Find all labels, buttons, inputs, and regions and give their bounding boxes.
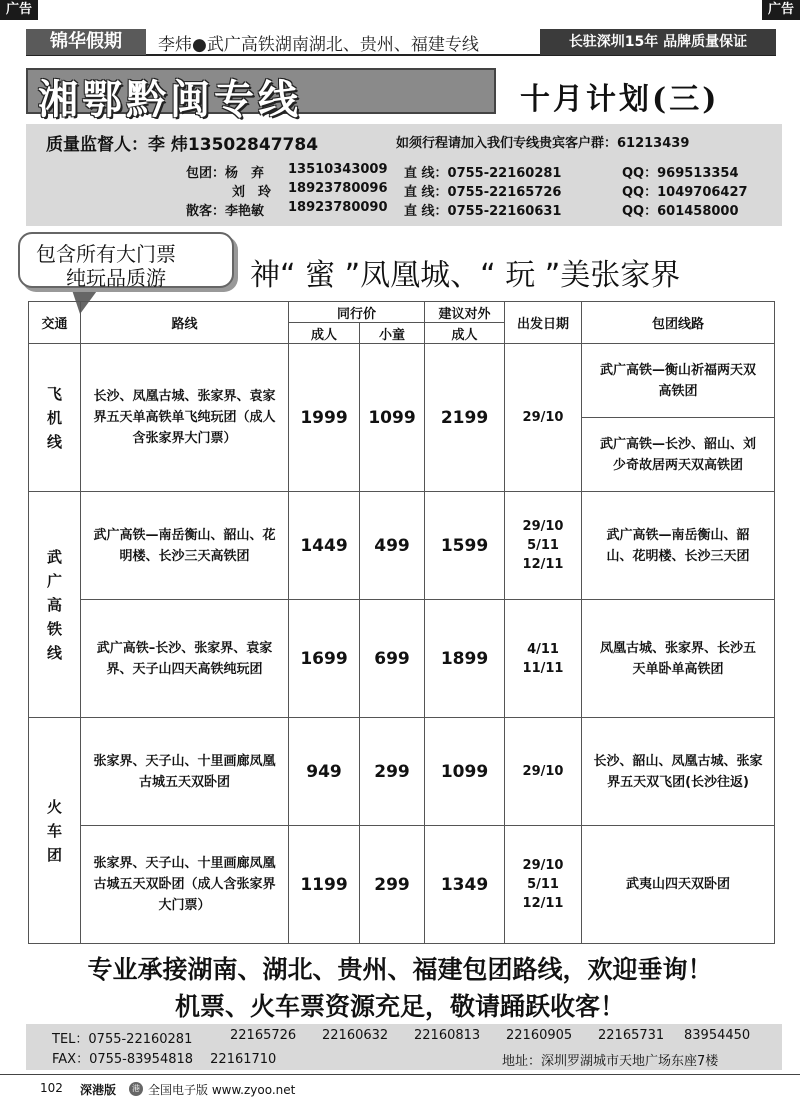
suggested-adult-price: 1599 <box>425 492 505 600</box>
fax-label: FAX：0755-83954818 22161710 <box>52 1052 277 1067</box>
banner-title: 湘鄂黔闽专线 <box>38 76 302 123</box>
header-peer-price: 同行价 <box>289 302 425 323</box>
vip-group-info: 如须行程请加入我们专线贵宾客户群：61213439 <box>396 136 690 151</box>
promo-line-1: 专业承接湖南、湖北、贵州、福建包团路线，欢迎垂询！ <box>87 955 713 984</box>
peer-child-price: 499 <box>360 492 425 600</box>
departure-dates: 29/10 5/11 12/11 <box>505 492 582 600</box>
footer-contact-box <box>26 1024 782 1070</box>
header-adult: 成人 <box>289 323 360 344</box>
title-banner <box>26 68 496 123</box>
peer-child-price: 699 <box>360 600 425 718</box>
peer-child-price: 1099 <box>360 344 425 492</box>
suggested-adult-price: 1349 <box>425 826 505 944</box>
suggested-adult-price: 1899 <box>425 600 505 718</box>
peer-adult-price: 1449 <box>289 492 360 600</box>
peer-adult-price: 949 <box>289 718 360 826</box>
header-adult-suggested: 成人 <box>425 323 505 344</box>
header-route: 路线 <box>81 302 289 344</box>
ad-tag-left: 广告 <box>0 0 38 20</box>
brand-name: 锦华假期 <box>26 29 146 55</box>
contact-label: 散客：李艳敏 <box>186 204 265 219</box>
brand-slogan: 长驻深圳15年 品牌质量保证 <box>540 29 776 55</box>
contact-direct-line: 直 线：0755-22165726 <box>404 185 562 200</box>
suggested-adult-price: 2199 <box>425 344 505 492</box>
tel-number: 22160905 <box>506 1028 573 1043</box>
package-route: 长沙、韶山、凤凰古城、张家界五天双飞团(长沙往返) <box>582 718 775 826</box>
speech-bubble <box>18 232 234 288</box>
contact-label: 包团：杨 弃 <box>186 166 265 181</box>
package-route: 武广高铁—南岳衡山、韶山、花明楼、长沙三天团 <box>582 492 775 600</box>
page-number: 102 <box>40 1081 63 1095</box>
package-route: 武广高铁—长沙、韶山、刘少奇故居两天双高铁团 <box>582 418 775 492</box>
route-cell: 张家界、天子山、十里画廊凤凰古城五天双卧团（成人含张家界大门票） <box>81 826 289 944</box>
tel-number: 22160632 <box>322 1028 389 1043</box>
route-cell: 张家界、天子山、十里画廊凤凰古城五天双卧团 <box>81 718 289 826</box>
headline: 神“ 蜜 ”凤凰城、“ 玩 ”美张家界 <box>250 258 681 293</box>
edition-icon: 港 <box>129 1082 143 1096</box>
tel-number: 83954450 <box>684 1028 751 1043</box>
departure-dates: 29/10 <box>505 344 582 492</box>
peer-child-price: 299 <box>360 826 425 944</box>
contact-mobile: 18923780096 <box>288 181 388 196</box>
contact-qq: QQ：969513354 <box>622 166 739 181</box>
page-footer <box>0 1074 800 1100</box>
contact-box <box>26 124 782 226</box>
address: 地址：深圳罗湖城市天地广场东座7楼 <box>502 1054 719 1069</box>
transport-rail: 武 广 高 铁 线 <box>29 492 81 718</box>
bubble-line-2: 纯玩品质游 <box>66 266 166 290</box>
contact-mobile: 13510343009 <box>288 162 388 177</box>
contact-qq: QQ：1049706427 <box>622 185 748 200</box>
departure-dates: 4/11 11/11 <box>505 600 582 718</box>
package-route: 凤凰古城、张家界、长沙五天单卧单高铁团 <box>582 600 775 718</box>
header-suggested-price: 建议对外 <box>425 302 505 323</box>
brand-route-text: 李炜●武广高铁湖南湖北、贵州、福建专线 <box>158 34 479 55</box>
departure-dates: 29/10 <box>505 718 582 826</box>
peer-child-price: 299 <box>360 718 425 826</box>
bubble-line-1: 包含所有大门票 <box>36 242 176 266</box>
departure-dates: 29/10 5/11 12/11 <box>505 826 582 944</box>
contact-name: 刘 玲 <box>232 185 272 200</box>
brand-bar <box>26 30 776 56</box>
header-package-route: 包团线路 <box>582 302 775 344</box>
tel-number: 22165731 <box>598 1028 665 1043</box>
package-route: 武广高铁—衡山祈福两天双高铁团 <box>582 344 775 418</box>
tel-number: 22160813 <box>414 1028 481 1043</box>
transport-flight: 飞 机 线 <box>29 344 81 492</box>
contact-mobile: 18923780090 <box>288 200 388 215</box>
peer-adult-price: 1199 <box>289 826 360 944</box>
edition-label: 深港版 <box>80 1083 117 1097</box>
ad-tag-right: 广告 <box>762 0 800 20</box>
route-cell: 武广高铁–长沙、张家界、袁家界、天子山四天高铁纯玩团 <box>81 600 289 718</box>
peer-adult-price: 1699 <box>289 600 360 718</box>
header-child: 小童 <box>360 323 425 344</box>
promo-line-2: 机票、火车票资源充足，敬请踊跃收客！ <box>174 992 625 1021</box>
contact-direct-line: 直 线：0755-22160281 <box>404 166 562 181</box>
quality-supervisor: 质量监督人：李 炜13502847784 <box>46 135 319 155</box>
transport-train: 火 车 团 <box>29 718 81 944</box>
header-departure-date: 出发日期 <box>505 302 582 344</box>
route-cell: 长沙、凤凰古城、张家界、袁家界五天单高铁单飞纯玩团（成人含张家界大门票） <box>81 344 289 492</box>
contact-direct-line: 直 线：0755-22160631 <box>404 204 562 219</box>
site-link[interactable]: 全国电子版 www.zyoo.net <box>148 1083 296 1097</box>
suggested-adult-price: 1099 <box>425 718 505 826</box>
tour-price-table <box>28 301 775 944</box>
header-transport: 交通 <box>29 302 81 344</box>
plan-title: 十月计划(三) <box>520 82 720 117</box>
package-route: 武夷山四天双卧团 <box>582 826 775 944</box>
contact-qq: QQ：601458000 <box>622 204 739 219</box>
tel-label: TEL：0755-22160281 <box>52 1032 193 1047</box>
route-cell: 武广高铁—南岳衡山、韶山、花明楼、长沙三天高铁团 <box>81 492 289 600</box>
tel-number: 22165726 <box>230 1028 297 1043</box>
peer-adult-price: 1999 <box>289 344 360 492</box>
